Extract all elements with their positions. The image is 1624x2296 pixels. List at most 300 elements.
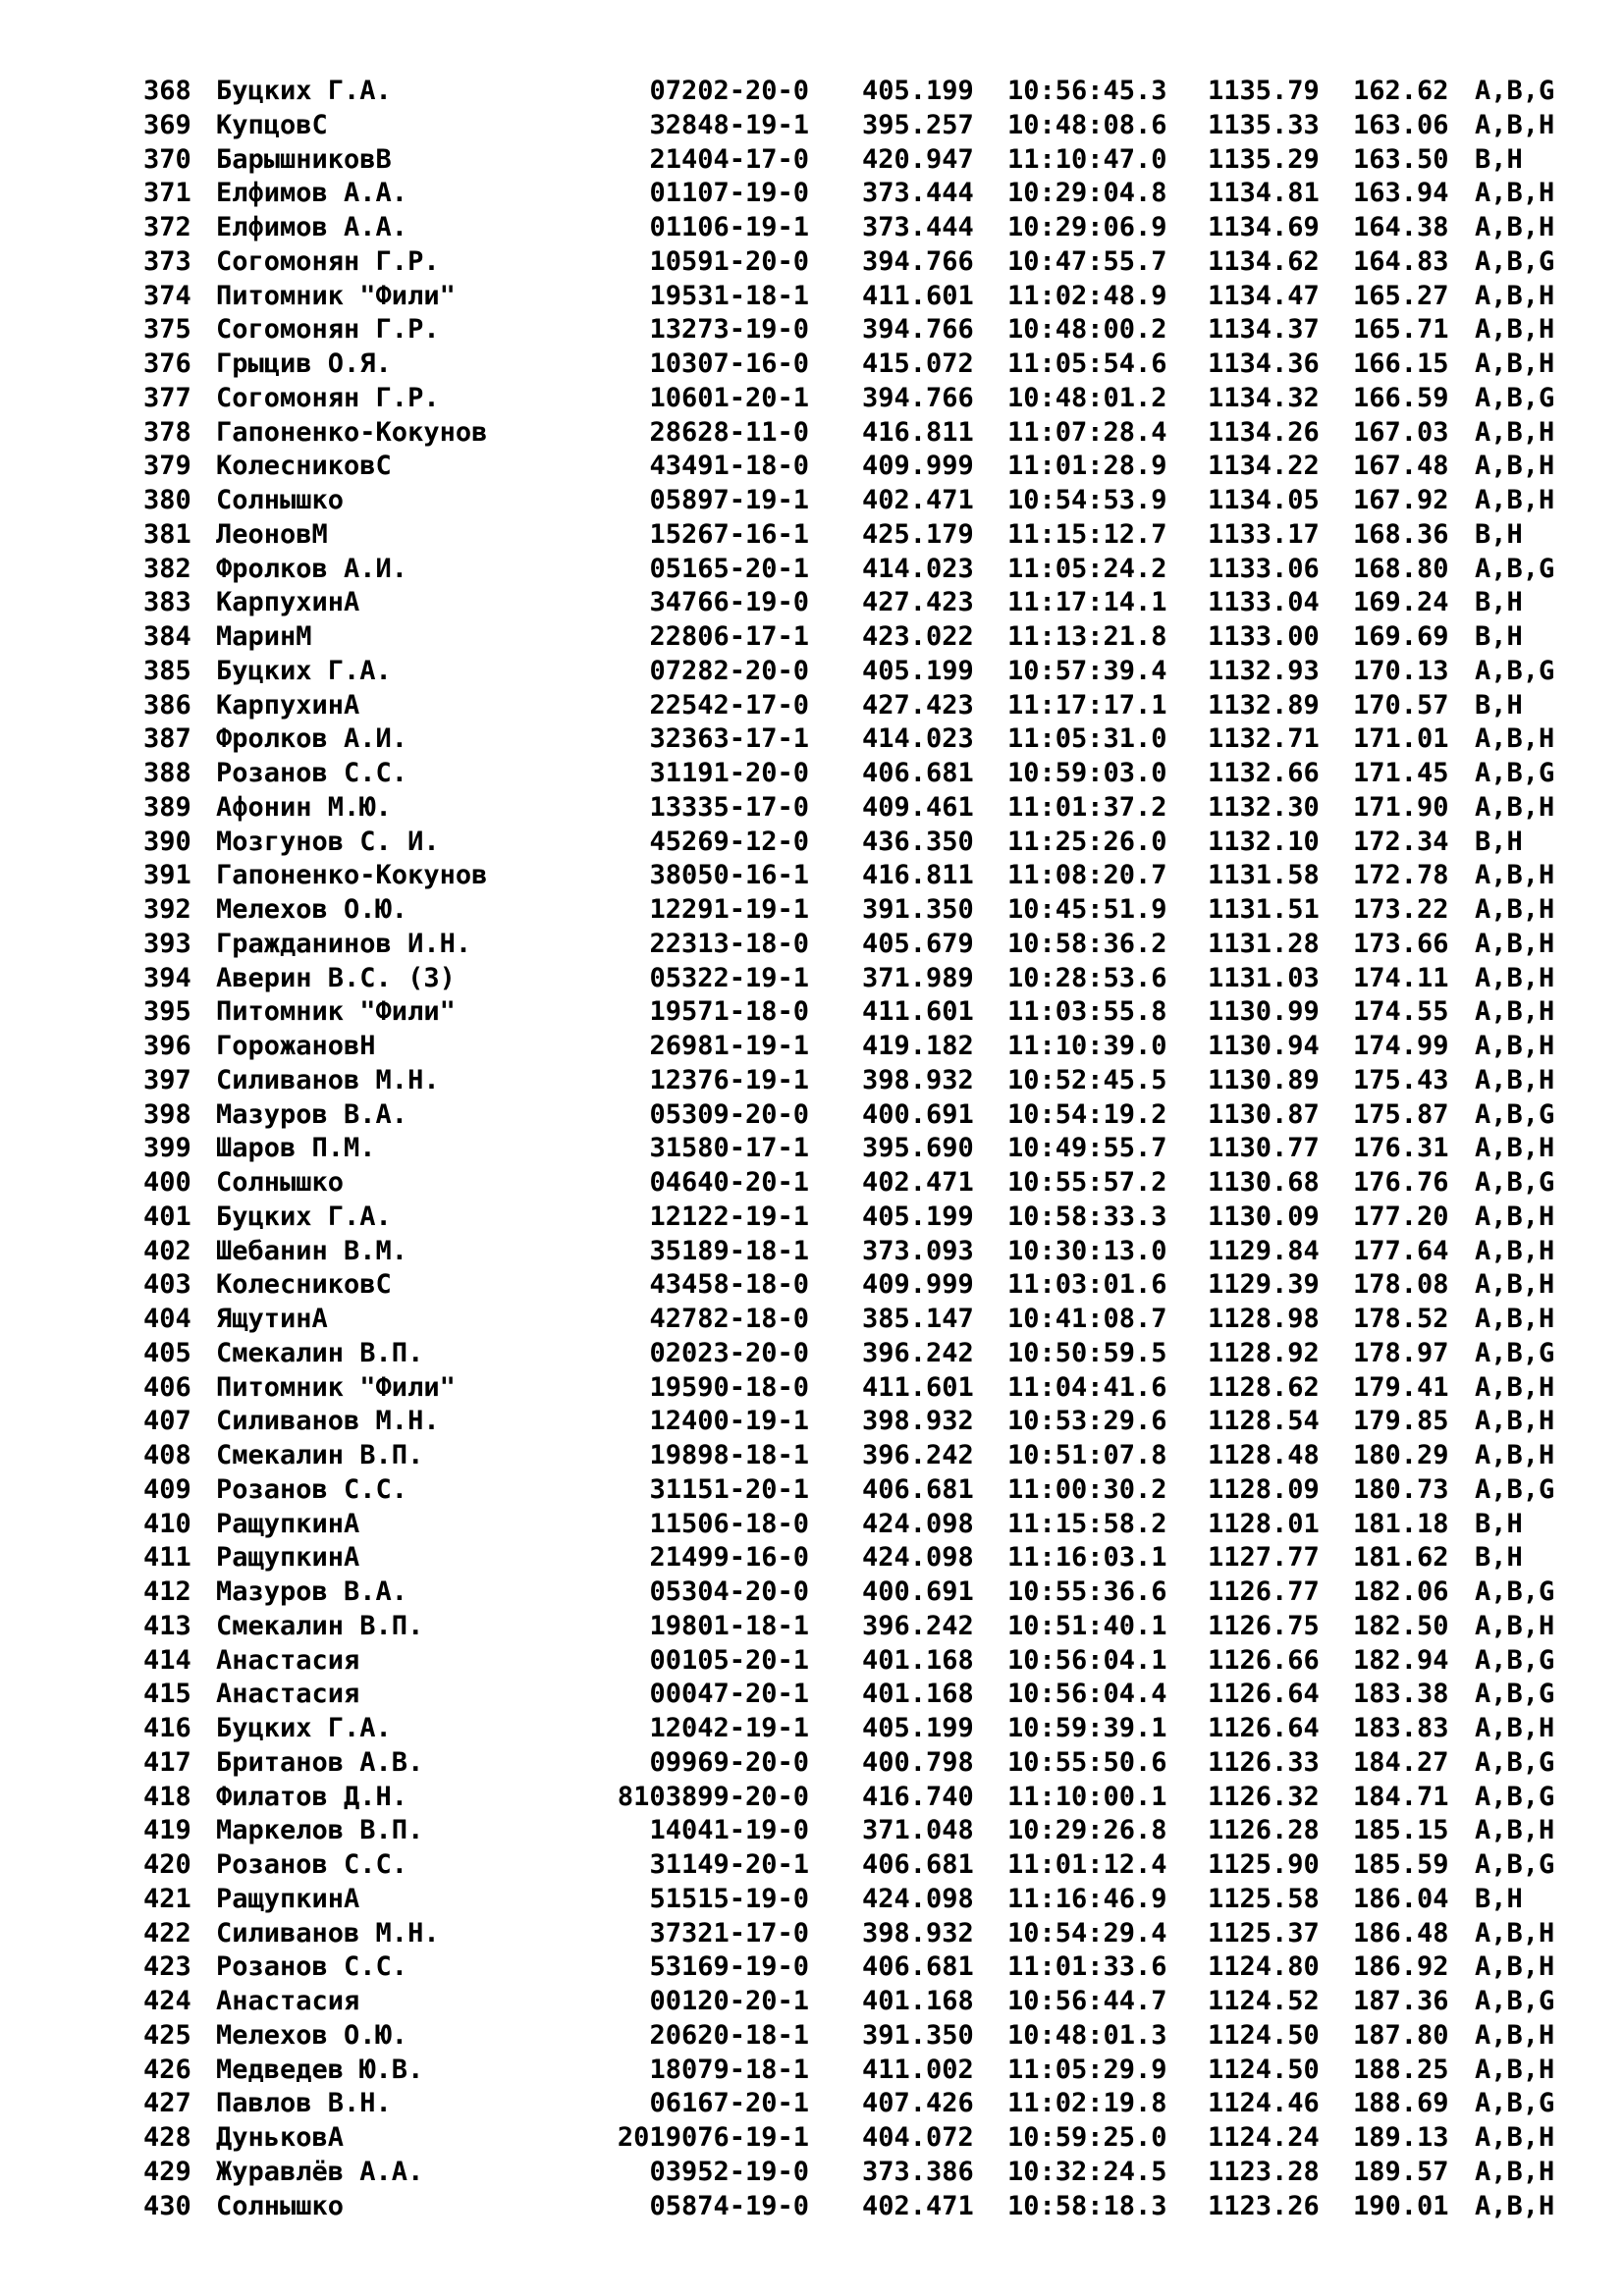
ring-number-cell: 14041-19-0: [649, 1815, 809, 1846]
groups-cell: A,B,H: [1475, 416, 1555, 448]
distance-cell: 406.681: [862, 1951, 974, 1983]
arrival-time-cell: 11:10:39.0: [1007, 1031, 1167, 1061]
coefficient-cell: 176.31: [1353, 1133, 1449, 1164]
coefficient-cell: 174.55: [1353, 996, 1449, 1028]
arrival-time-cell: 10:41:08.7: [1007, 1304, 1167, 1334]
coefficient-cell: 173.66: [1353, 928, 1449, 959]
groups-cell: A,B,H: [1475, 860, 1555, 891]
ring-number-cell: 42782-18-0: [649, 1304, 809, 1334]
coefficient-cell: 163.94: [1353, 178, 1449, 209]
owner-name-cell: Смекалин В.П.: [216, 1440, 424, 1470]
column-gap: [809, 1405, 862, 1439]
groups-cell: A,B,H: [1475, 791, 1555, 823]
ring-number-cell: 12376-19-1: [649, 1064, 809, 1095]
distance-cell: 402.471: [862, 2190, 974, 2221]
speed-cell: 1128.92: [1208, 1337, 1320, 1368]
owner-name-cell: РащупкинА: [216, 1542, 360, 1574]
place-cell: 407: [143, 1406, 191, 1437]
place-cell: 409: [143, 1473, 191, 1505]
coefficient-cell: 183.38: [1353, 1679, 1449, 1710]
ring-number-cell: 12400-19-1: [649, 1406, 809, 1437]
distance-cell: 424.098: [862, 1542, 974, 1574]
owner-name-cell: Анастасия: [216, 1679, 360, 1710]
column-gap: [809, 518, 862, 553]
ring-number-cell: 21499-16-0: [649, 1542, 809, 1574]
place-cell: 413: [143, 1610, 191, 1641]
distance-cell: 406.681: [862, 1849, 974, 1880]
coefficient-cell: 175.43: [1353, 1064, 1449, 1095]
owner-name-cell: Мазуров В.А.: [216, 1098, 408, 1130]
arrival-time-cell: 11:17:17.1: [1007, 689, 1167, 721]
arrival-time-cell: 11:05:31.0: [1007, 723, 1167, 755]
column-gap: [809, 1541, 862, 1575]
place-cell: 404: [143, 1304, 191, 1334]
speed-cell: 1123.26: [1208, 2190, 1320, 2221]
groups-cell: B,H: [1475, 587, 1523, 618]
distance-cell: 394.766: [862, 382, 974, 413]
owner-name-cell: Солнышко: [216, 1167, 345, 1198]
distance-cell: 373.444: [862, 178, 974, 209]
groups-cell: A,B,G: [1475, 1781, 1555, 1812]
speed-cell: 1126.64: [1208, 1713, 1320, 1743]
ring-number-cell: 22313-18-0: [649, 928, 809, 959]
ring-number-cell: 45269-12-0: [649, 826, 809, 857]
coefficient-cell: 171.01: [1353, 723, 1449, 755]
distance-cell: 405.199: [862, 655, 974, 686]
coefficient-cell: 166.59: [1353, 382, 1449, 413]
groups-cell: A,B,H: [1475, 1235, 1555, 1266]
distance-cell: 398.932: [862, 1064, 974, 1095]
place-cell: 394: [143, 962, 191, 993]
ring-number-cell: 03952-19-0: [649, 2156, 809, 2187]
arrival-time-cell: 10:48:01.3: [1007, 2019, 1167, 2051]
groups-cell: A,B,G: [1475, 1337, 1555, 1368]
arrival-time-cell: 10:51:07.8: [1007, 1440, 1167, 1470]
owner-name-cell: РащупкинА: [216, 1508, 360, 1539]
table-row: [143, 1814, 1583, 1848]
arrival-time-cell: 10:51:40.1: [1007, 1610, 1167, 1641]
ring-number-cell: 37321-17-0: [649, 1917, 809, 1949]
speed-cell: 1131.58: [1208, 860, 1320, 891]
ring-number-cell: 26981-19-1: [649, 1031, 809, 1061]
coefficient-cell: 182.94: [1353, 1644, 1449, 1676]
distance-cell: 414.023: [862, 553, 974, 584]
speed-cell: 1133.00: [1208, 621, 1320, 652]
table-row: [143, 1985, 1583, 2019]
table-row: [143, 1473, 1583, 1508]
coefficient-cell: 165.71: [1353, 314, 1449, 346]
ring-number-cell: 10307-16-0: [649, 348, 809, 379]
place-cell: 420: [143, 1849, 191, 1880]
table-row: [143, 1371, 1583, 1406]
speed-cell: 1135.29: [1208, 143, 1320, 175]
speed-cell: 1125.58: [1208, 1883, 1320, 1914]
speed-cell: 1134.37: [1208, 314, 1320, 346]
table-row: [143, 1781, 1583, 1815]
place-cell: 411: [143, 1542, 191, 1574]
speed-cell: 1134.81: [1208, 178, 1320, 209]
owner-name-cell: Розанов С.С.: [216, 1473, 408, 1505]
groups-cell: A,B,H: [1475, 2156, 1555, 2187]
arrival-time-cell: 10:29:04.8: [1007, 178, 1167, 209]
owner-name-cell: Маркелов В.П.: [216, 1815, 424, 1846]
speed-cell: 1125.90: [1208, 1849, 1320, 1880]
ring-number-cell: 13273-19-0: [649, 314, 809, 346]
place-cell: 400: [143, 1167, 191, 1198]
table-row: [143, 484, 1583, 518]
groups-cell: A,B,H: [1475, 451, 1555, 482]
groups-cell: A,B,G: [1475, 76, 1555, 106]
column-gap: [809, 1712, 862, 1746]
groups-cell: B,H: [1475, 518, 1523, 550]
column-gap: [809, 1848, 862, 1883]
table-row: [143, 1201, 1583, 1235]
arrival-time-cell: 10:50:59.5: [1007, 1337, 1167, 1368]
groups-cell: A,B,G: [1475, 1746, 1555, 1778]
speed-cell: 1124.80: [1208, 1951, 1320, 1983]
ring-number-cell: 02023-20-0: [649, 1337, 809, 1368]
table-row: [143, 2019, 1583, 2054]
arrival-time-cell: 10:59:03.0: [1007, 758, 1167, 788]
place-cell: 408: [143, 1440, 191, 1470]
groups-cell: A,B,H: [1475, 314, 1555, 346]
ring-number-cell: 22806-17-1: [649, 621, 809, 652]
owner-name-cell: Смекалин В.П.: [216, 1337, 424, 1368]
place-cell: 386: [143, 689, 191, 721]
ring-number-cell: 32363-17-1: [649, 723, 809, 755]
ring-number-cell: 10591-20-0: [649, 245, 809, 277]
place-cell: 415: [143, 1679, 191, 1710]
place-cell: 423: [143, 1951, 191, 1983]
owner-name-cell: ЛеоновМ: [216, 518, 328, 550]
table-row: [143, 2087, 1583, 2121]
speed-cell: 1132.66: [1208, 758, 1320, 788]
table-row: [143, 1132, 1583, 1166]
coefficient-cell: 182.06: [1353, 1576, 1449, 1607]
ring-number-cell: 06167-20-1: [649, 2088, 809, 2119]
column-gap: [809, 826, 862, 860]
column-gap: [809, 1371, 862, 1406]
table-row: [143, 1917, 1583, 1951]
ring-number-cell: 22542-17-0: [649, 689, 809, 721]
coefficient-cell: 180.29: [1353, 1440, 1449, 1470]
coefficient-cell: 177.64: [1353, 1235, 1449, 1266]
coefficient-cell: 184.71: [1353, 1781, 1449, 1812]
ring-number-cell: 19801-18-1: [649, 1610, 809, 1641]
owner-name-cell: Солнышко: [216, 2190, 345, 2221]
groups-cell: A,B,G: [1475, 1167, 1555, 1198]
owner-name-cell: Согомонян Г.Р.: [216, 314, 440, 346]
groups-cell: B,H: [1475, 689, 1523, 721]
distance-cell: 416.811: [862, 416, 974, 448]
arrival-time-cell: 10:32:24.5: [1007, 2156, 1167, 2187]
distance-cell: 414.023: [862, 723, 974, 755]
speed-cell: 1134.62: [1208, 245, 1320, 277]
groups-cell: A,B,H: [1475, 996, 1555, 1028]
groups-cell: A,B,G: [1475, 2088, 1555, 2119]
column-gap: [809, 1235, 862, 1269]
coefficient-cell: 181.18: [1353, 1508, 1449, 1539]
groups-cell: A,B,H: [1475, 928, 1555, 959]
table-row: [143, 245, 1583, 280]
speed-cell: 1124.46: [1208, 2088, 1320, 2119]
table-row: [143, 450, 1583, 484]
arrival-time-cell: 10:48:08.6: [1007, 109, 1167, 140]
table-row: [143, 518, 1583, 553]
owner-name-cell: Питомник "Фили": [216, 996, 456, 1028]
speed-cell: 1125.37: [1208, 1917, 1320, 1949]
speed-cell: 1135.79: [1208, 76, 1320, 106]
column-gap: [809, 245, 862, 280]
column-gap: [809, 689, 862, 723]
table-row: [143, 109, 1583, 143]
owner-name-cell: Медведев Ю.В.: [216, 2054, 424, 2085]
arrival-time-cell: 10:54:19.2: [1007, 1098, 1167, 1130]
ring-number-cell: 8103899-20-0: [617, 1781, 809, 1812]
column-gap: [809, 2054, 862, 2088]
place-cell: 419: [143, 1815, 191, 1846]
groups-cell: A,B,H: [1475, 1610, 1555, 1641]
coefficient-cell: 165.27: [1353, 280, 1449, 311]
coefficient-cell: 170.13: [1353, 655, 1449, 686]
distance-cell: 406.681: [862, 1473, 974, 1505]
table-row: [143, 1405, 1583, 1439]
arrival-time-cell: 11:25:26.0: [1007, 826, 1167, 857]
owner-name-cell: КарпухинА: [216, 689, 360, 721]
ring-number-cell: 19898-18-1: [649, 1440, 809, 1470]
arrival-time-cell: 11:08:20.7: [1007, 860, 1167, 891]
coefficient-cell: 168.80: [1353, 553, 1449, 584]
arrival-time-cell: 11:05:29.9: [1007, 2054, 1167, 2085]
groups-cell: A,B,H: [1475, 1951, 1555, 1983]
table-row: [143, 1337, 1583, 1371]
groups-cell: A,B,G: [1475, 1679, 1555, 1710]
coefficient-cell: 186.48: [1353, 1917, 1449, 1949]
owner-name-cell: Елфимов А.А.: [216, 212, 408, 242]
place-cell: 388: [143, 758, 191, 788]
table-row: [143, 2156, 1583, 2190]
table-row: [143, 1610, 1583, 1644]
ring-number-cell: 32848-19-1: [649, 109, 809, 140]
column-gap: [809, 1508, 862, 1542]
coefficient-cell: 177.20: [1353, 1201, 1449, 1232]
distance-cell: 406.681: [862, 758, 974, 788]
ring-number-cell: 15267-16-1: [649, 518, 809, 550]
speed-cell: 1126.75: [1208, 1610, 1320, 1641]
place-cell: 377: [143, 382, 191, 413]
column-gap: [809, 1746, 862, 1781]
column-gap: [809, 791, 862, 826]
speed-cell: 1132.10: [1208, 826, 1320, 857]
arrival-time-cell: 11:16:46.9: [1007, 1883, 1167, 1914]
coefficient-cell: 164.38: [1353, 212, 1449, 242]
arrival-time-cell: 10:57:39.4: [1007, 655, 1167, 686]
arrival-time-cell: 11:02:48.9: [1007, 280, 1167, 311]
column-gap: [809, 1166, 862, 1201]
speed-cell: 1132.30: [1208, 791, 1320, 823]
speed-cell: 1130.68: [1208, 1167, 1320, 1198]
arrival-time-cell: 11:17:14.1: [1007, 587, 1167, 618]
distance-cell: 405.199: [862, 1713, 974, 1743]
speed-cell: 1124.50: [1208, 2019, 1320, 2051]
arrival-time-cell: 10:58:18.3: [1007, 2190, 1167, 2221]
owner-name-cell: Мелехов О.Ю.: [216, 894, 408, 925]
results-body: [143, 75, 1583, 2223]
speed-cell: 1126.28: [1208, 1815, 1320, 1846]
ring-number-cell: 19590-18-0: [649, 1371, 809, 1403]
column-gap: [809, 211, 862, 245]
arrival-time-cell: 10:59:39.1: [1007, 1713, 1167, 1743]
coefficient-cell: 187.36: [1353, 1986, 1449, 2016]
coefficient-cell: 168.36: [1353, 518, 1449, 550]
distance-cell: 395.257: [862, 109, 974, 140]
table-row: [143, 1746, 1583, 1781]
owner-name-cell: Розанов С.С.: [216, 758, 408, 788]
coefficient-cell: 179.85: [1353, 1406, 1449, 1437]
distance-cell: 427.423: [862, 689, 974, 721]
owner-name-cell: РащупкинА: [216, 1883, 360, 1914]
column-gap: [809, 1473, 862, 1508]
arrival-time-cell: 10:59:25.0: [1007, 2122, 1167, 2153]
owner-name-cell: Силиванов М.Н.: [216, 1917, 440, 1949]
table-row: [143, 620, 1583, 655]
speed-cell: 1132.89: [1208, 689, 1320, 721]
ring-number-cell: 31191-20-0: [649, 758, 809, 788]
coefficient-cell: 184.27: [1353, 1746, 1449, 1778]
owner-name-cell: Розанов С.С.: [216, 1951, 408, 1983]
ring-number-cell: 05165-20-1: [649, 553, 809, 584]
ring-number-cell: 13335-17-0: [649, 791, 809, 823]
table-row: [143, 313, 1583, 347]
place-cell: 389: [143, 791, 191, 823]
coefficient-cell: 167.92: [1353, 485, 1449, 515]
distance-cell: 402.471: [862, 1167, 974, 1198]
speed-cell: 1130.99: [1208, 996, 1320, 1028]
column-gap: [809, 1950, 862, 1985]
column-gap: [809, 450, 862, 484]
column-gap: [809, 1268, 862, 1303]
column-gap: [809, 1883, 862, 1917]
place-cell: 401: [143, 1201, 191, 1232]
coefficient-cell: 186.92: [1353, 1951, 1449, 1983]
speed-cell: 1132.71: [1208, 723, 1320, 755]
table-row: [143, 791, 1583, 826]
speed-cell: 1124.52: [1208, 1986, 1320, 2016]
groups-cell: A,B,G: [1475, 758, 1555, 788]
ring-number-cell: 00047-20-1: [649, 1679, 809, 1710]
ring-number-cell: 12122-19-1: [649, 1201, 809, 1232]
ring-number-cell: 04640-20-1: [649, 1167, 809, 1198]
coefficient-cell: 188.69: [1353, 2088, 1449, 2119]
ring-number-cell: 19531-18-1: [649, 280, 809, 311]
distance-cell: 398.932: [862, 1406, 974, 1437]
speed-cell: 1128.62: [1208, 1371, 1320, 1403]
owner-name-cell: Филатов Д.Н.: [216, 1781, 408, 1812]
speed-cell: 1126.64: [1208, 1679, 1320, 1710]
arrival-time-cell: 11:16:03.1: [1007, 1542, 1167, 1574]
table-row: [143, 1030, 1583, 1064]
distance-cell: 394.766: [862, 245, 974, 277]
owner-name-cell: Шебанин В.М.: [216, 1235, 408, 1266]
column-gap: [809, 416, 862, 451]
groups-cell: A,B,H: [1475, 1031, 1555, 1061]
groups-cell: A,B,G: [1475, 245, 1555, 277]
distance-cell: 373.093: [862, 1235, 974, 1266]
arrival-time-cell: 11:03:01.6: [1007, 1269, 1167, 1301]
table-row: [143, 2121, 1583, 2156]
coefficient-cell: 183.83: [1353, 1713, 1449, 1743]
speed-cell: 1133.04: [1208, 587, 1320, 618]
distance-cell: 400.798: [862, 1746, 974, 1778]
speed-cell: 1135.33: [1208, 109, 1320, 140]
column-gap: [809, 722, 862, 757]
distance-cell: 400.691: [862, 1576, 974, 1607]
distance-cell: 409.999: [862, 1269, 974, 1301]
column-gap: [809, 995, 862, 1030]
place-cell: 410: [143, 1508, 191, 1539]
column-gap: [809, 757, 862, 791]
speed-cell: 1128.54: [1208, 1406, 1320, 1437]
speed-cell: 1128.98: [1208, 1304, 1320, 1334]
ring-number-cell: 11506-18-0: [649, 1508, 809, 1539]
place-cell: 370: [143, 143, 191, 175]
owner-name-cell: Солнышко: [216, 485, 345, 515]
place-cell: 374: [143, 280, 191, 311]
coefficient-cell: 180.73: [1353, 1473, 1449, 1505]
speed-cell: 1131.28: [1208, 928, 1320, 959]
place-cell: 396: [143, 1031, 191, 1061]
owner-name-cell: Анастасия: [216, 1644, 360, 1676]
place-cell: 426: [143, 2054, 191, 2085]
groups-cell: B,H: [1475, 826, 1523, 857]
coefficient-cell: 174.11: [1353, 962, 1449, 993]
speed-cell: 1129.39: [1208, 1269, 1320, 1301]
place-cell: 427: [143, 2088, 191, 2119]
owner-name-cell: Фролков А.И.: [216, 553, 408, 584]
column-gap: [809, 1303, 862, 1337]
distance-cell: 396.242: [862, 1610, 974, 1641]
ring-number-cell: 20620-18-1: [649, 2019, 809, 2051]
table-row: [143, 1644, 1583, 1679]
ring-number-cell: 21404-17-0: [649, 143, 809, 175]
arrival-time-cell: 10:48:00.2: [1007, 314, 1167, 346]
coefficient-cell: 167.03: [1353, 416, 1449, 448]
ring-number-cell: 34766-19-0: [649, 587, 809, 618]
table-row: [143, 1575, 1583, 1610]
owner-name-cell: Афонин М.Ю.: [216, 791, 392, 823]
owner-name-cell: Гапоненко-Кокунов: [216, 416, 488, 448]
place-cell: 395: [143, 996, 191, 1028]
arrival-time-cell: 10:58:33.3: [1007, 1201, 1167, 1232]
speed-cell: 1129.84: [1208, 1235, 1320, 1266]
groups-cell: A,B,G: [1475, 1576, 1555, 1607]
coefficient-cell: 174.99: [1353, 1031, 1449, 1061]
groups-cell: B,H: [1475, 1508, 1523, 1539]
groups-cell: A,B,G: [1475, 655, 1555, 686]
distance-cell: 416.740: [862, 1781, 974, 1812]
table-row: [143, 1508, 1583, 1542]
distance-cell: 423.022: [862, 621, 974, 652]
speed-cell: 1128.48: [1208, 1440, 1320, 1470]
coefficient-cell: 179.41: [1353, 1371, 1449, 1403]
speed-cell: 1127.77: [1208, 1542, 1320, 1574]
table-row: [143, 1712, 1583, 1746]
arrival-time-cell: 11:15:58.2: [1007, 1508, 1167, 1539]
owner-name-cell: Фролков А.И.: [216, 723, 408, 755]
owner-name-cell: Мазуров В.А.: [216, 1576, 408, 1607]
groups-cell: A,B,G: [1475, 1473, 1555, 1505]
place-cell: 379: [143, 451, 191, 482]
